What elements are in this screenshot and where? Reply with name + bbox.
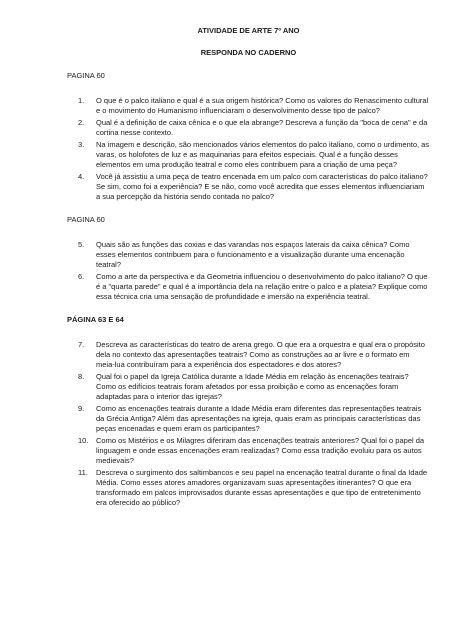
question-list — [67, 96, 430, 202]
item-text: Como a arte da perspectiva e da Geometria influenciou o desenvolvimento do palco italiano? O que é a "quarta parede" e qual é a importância dela na relação entre o palco e a plateia? Explique como essa técnica cria uma sensação de profundidade e imersão na experiência teatral. — [96, 272, 428, 301]
item-number: 8. — [78, 372, 85, 381]
list-item — [67, 118, 430, 138]
list-item — [67, 96, 430, 116]
item-text: Descreva as características do teatro de arena grego. O que era a orquestra e qual era o propósito dela no contexto das apresentações teatrais? Como as construções ao ar livre e o formato em meia-lua contribuíram para a experiência dos espectadores e dos atores? — [96, 340, 425, 369]
list-item — [67, 172, 430, 202]
item-text: Na imagem e descrição, são mencionados vários elementos do palco italiano, como o urdimento, as varas, os holofotes de luz e as maquinarias para efeitos especiais. Qual é a função desses elementos em uma produção teatral e como eles contribuem para a criação de uma peça? — [96, 140, 430, 169]
section-label: PÁGINA 63 E 64 — [67, 315, 124, 324]
item-number: 1. — [78, 96, 85, 105]
item-text: Como as encenações teatrais durante a Idade Média eram diferentes das representações teatrais da Grécia Antiga? Além das apresentações na igreja, quais eram as principais características das peças encenadas e quem eram os participantes? — [96, 404, 422, 433]
item-text: Qual foi o papel da Igreja Católica durante a Idade Média em relação às encenações teatrais? Como os edifícios teatrais foram afetados por essa proibição e como as encenações foram adaptadas para o interior das igrejas? — [96, 372, 409, 401]
question-list — [67, 240, 430, 302]
item-text: O que é o palco italiano e qual é a sua origem histórica? Como os valores do Renascimento cultural e o movimento do Humanismo influenciaram o desenvolvimento desse tipo de palco? — [96, 96, 429, 115]
item-number: 11. — [78, 468, 88, 477]
question-list — [67, 340, 430, 508]
item-text: Quais são as funções das coxias e das varandas nos espaços laterais da caixa cênica? Como esses elementos contribuem para o funcionamento e a visualização durante uma encenação teatral? — [96, 240, 410, 269]
list-item — [67, 140, 430, 170]
item-number: 2. — [78, 118, 85, 127]
item-number: 5. — [78, 240, 85, 249]
item-text: Descreva o surgimento dos saltimbancos e seu papel na encenação teatral durante o final da Idade Média. Como esses atores amadores organizavam suas apresentações itinerantes? O que era transformado em palcos improvisados durante essas apresentações e que tipo de entretenimento era oferecido ao público? — [96, 468, 428, 507]
list-item — [67, 468, 430, 508]
item-text: Como os Mistérios e os Milagres diferiram das encenações teatrais anteriores? Qual foi o papel da linguagem e onde essas encenações eram realizadas? Como essa tradição evoluiu para os autos medievais? — [96, 436, 425, 465]
item-number: 4. — [78, 172, 85, 181]
list-item — [67, 372, 430, 402]
list-item — [67, 404, 430, 434]
item-text: Qual é a definição de caixa cênica e o que ela abrange? Descreva a função da "boca de cena" e da cortina nesse contexto. — [96, 118, 428, 137]
document-title: ATIVIDADE DE ARTE 7º ANO — [197, 26, 300, 35]
list-item — [67, 272, 430, 302]
list-item — [67, 240, 430, 270]
item-number: 9. — [78, 404, 85, 413]
document-subtitle: RESPONDA NO CADERNO — [200, 48, 297, 57]
list-item — [67, 436, 430, 466]
item-number: 10. — [78, 436, 89, 445]
item-text: Você já assistiu a uma peça de teatro encenada em um palco com características do palco italiano? Se sim, como foi a experiência? E se não, como você acredita que esses elementos influenciariam a sua percepção da história sendo contada no palco? — [96, 172, 428, 201]
list-item — [67, 340, 430, 370]
item-number: 3. — [78, 140, 85, 149]
item-number: 7. — [78, 340, 85, 349]
section-label: PAGINA 60 — [67, 215, 105, 224]
item-number: 6. — [78, 272, 85, 281]
section-label: PAGINA 60 — [67, 71, 105, 80]
